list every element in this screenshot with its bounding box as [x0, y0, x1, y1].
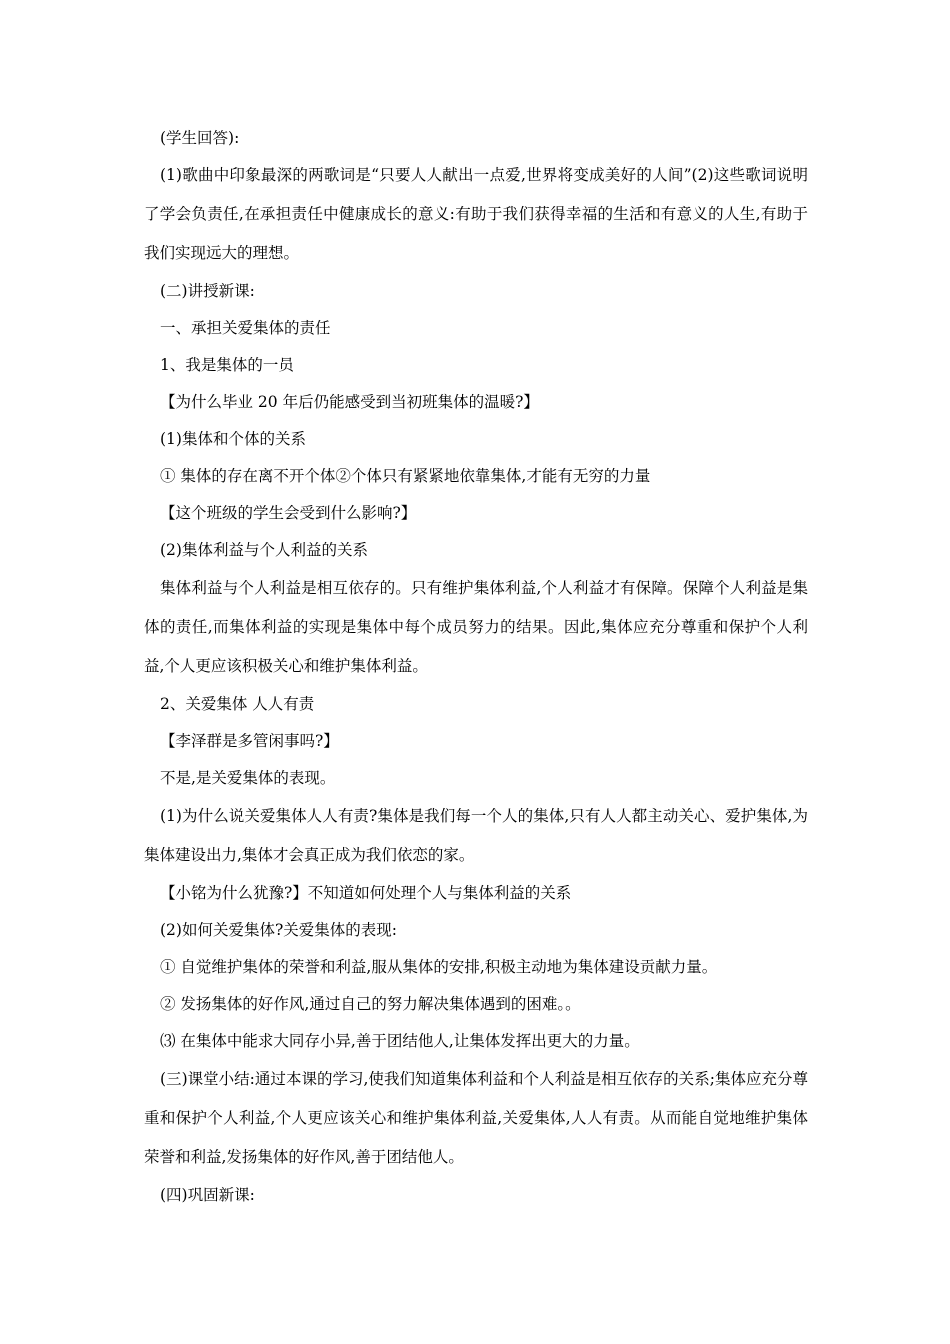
- document-body: [144, 120, 808, 1214]
- question-class-influence: 【这个班级的学生会受到什么影响?】: [160, 504, 417, 522]
- paragraph-interest-interdependence: 集体利益与个人利益是相互依存的。只有维护集体利益,个人利益才有保障。保障个人利益是集体的责任,而集体利益的实现是集体中每个成员努力的结果。因此,集体应充分尊重和保护个人利益,个人更应该积极关心和维护集体利益。: [144, 579, 808, 675]
- care-item-2: ② 发扬集体的好作风,通过自己的努力解决集体遇到的困难。。: [160, 995, 581, 1013]
- section-heading-new-lesson: (二)讲授新课:: [160, 282, 255, 300]
- paragraph-why-care: (1)为什么说关爱集体人人有责?集体是我们每一个人的集体,只有人人都主动关心、爱护集体,为集体建设出力,集体才会真正成为我们依恋的家。: [144, 807, 808, 864]
- point-how-care: (2)如何关爱集体?关爱集体的表现:: [160, 921, 397, 939]
- subtopic-heading-member: 1、我是集体的一员: [160, 356, 294, 374]
- point-collective-individual-detail: ① 集体的存在离不开个体②个体只有紧紧地依靠集体,才能有无穷的力量: [160, 467, 651, 485]
- care-item-3: ⑶ 在集体中能求大同存小异,善于团结他人,让集体发挥出更大的力量。: [160, 1032, 640, 1050]
- question-li-zequn: 【李泽群是多管闲事吗?】: [160, 732, 339, 750]
- paragraph-song-lyrics: (1)歌曲中印象最深的两歌词是“只要人人献出一点爱,世界将变成美好的人间”(2)这些歌词说明了学会负责任,在承担责任中健康成长的意义:有助于我们获得幸福的生活和有意义的人生,有助于我们实现远大的理想。: [144, 166, 808, 262]
- subtopic-heading-care: 2、关爱集体 人人有责: [160, 695, 315, 713]
- student-answer-heading: (学生回答):: [160, 129, 240, 147]
- point-interest-relation: (2)集体利益与个人利益的关系: [160, 541, 368, 559]
- question-graduation-warmth: 【为什么毕业 20 年后仍能感受到当初班集体的温暖?】: [160, 393, 539, 411]
- section-heading-consolidate: (四)巩固新课:: [160, 1186, 255, 1204]
- point-collective-individual-relation: (1)集体和个体的关系: [160, 430, 306, 448]
- paragraph-summary: (三)课堂小结:通过本课的学习,使我们知道集体利益和个人利益是相互依存的关系;集体应充分尊重和保护个人利益,个人更应该关心和维护集体利益,关爱集体,人人有责。从而能自觉地维护集体荣誉和利益,发扬集体的好作风,善于团结他人。: [144, 1070, 808, 1166]
- topic-heading-collective-responsibility: 一、承担关爱集体的责任: [160, 319, 331, 337]
- answer-li-zequn: 不是,是关爱集体的表现。: [160, 769, 336, 787]
- question-xiaoming: 【小铭为什么犹豫?】不知道如何处理个人与集体利益的关系: [160, 884, 572, 902]
- care-item-1: ① 自觉维护集体的荣誉和利益,服从集体的安排,积极主动地为集体建设贡献力量。: [160, 958, 718, 976]
